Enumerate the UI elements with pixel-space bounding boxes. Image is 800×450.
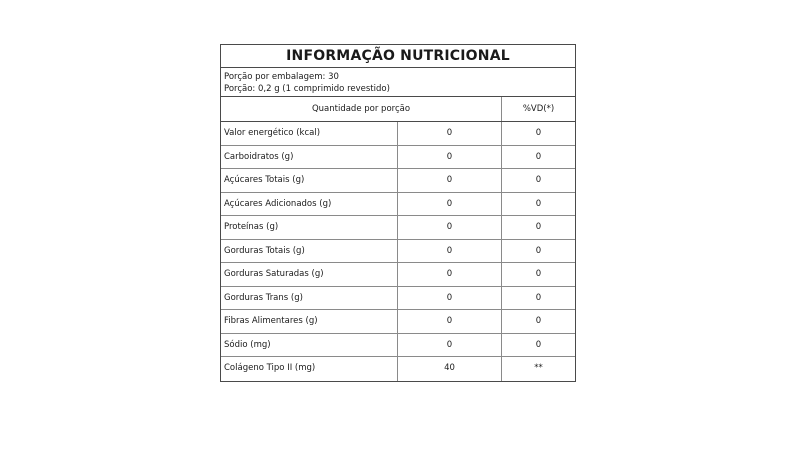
- nutrient-daily-value: 0: [535, 198, 542, 209]
- serving-info: [221, 68, 575, 97]
- nutrient-name: Gorduras Trans (g): [221, 287, 398, 310]
- nutrient-quantity: 0: [398, 334, 502, 357]
- table-row: [221, 146, 575, 170]
- table-row: [221, 310, 575, 334]
- nutrient-daily-value: 0: [535, 316, 542, 326]
- nutrient-quantity: 0: [398, 216, 502, 239]
- header-quantity: Quantidade por porção: [221, 97, 502, 121]
- nutrient-daily-value: 0: [535, 175, 542, 185]
- nutrient-name: Carboidratos (g): [221, 146, 398, 169]
- nutrient-quantity: 0: [398, 287, 502, 310]
- nutrient-name: Açúcares Totais (g): [221, 169, 398, 192]
- nutrient-quantity: 0: [398, 169, 502, 192]
- table-row: [221, 216, 575, 240]
- nutrient-quantity: 0: [398, 146, 502, 169]
- nutrient-quantity: 40: [398, 357, 502, 381]
- nutrient-name: Sódio (mg): [221, 334, 398, 357]
- nutrient-daily-value: 0: [535, 339, 542, 350]
- nutrient-name: Valor energético (kcal): [221, 122, 398, 145]
- table-row: [221, 287, 575, 311]
- nutrient-quantity: 0: [398, 263, 502, 286]
- nutrient-name: Fibras Alimentares (g): [221, 310, 398, 333]
- serving-per-package: Porção por embalagem: 30: [224, 72, 339, 82]
- table-row: [221, 334, 575, 358]
- nutrient-quantity: 0: [398, 240, 502, 263]
- nutrient-name: Colágeno Tipo II (mg): [221, 357, 398, 381]
- nutrient-daily-value: 0: [535, 151, 542, 162]
- nutrient-name: Proteínas (g): [221, 216, 398, 239]
- table-row: [221, 240, 575, 264]
- nutrient-name: Açúcares Adicionados (g): [221, 193, 398, 216]
- table-row: [221, 263, 575, 287]
- nutrient-daily-value: **: [534, 363, 543, 373]
- nutrient-name: Gorduras Totais (g): [221, 240, 398, 263]
- header-daily-value: %VD(*): [522, 104, 555, 114]
- nutrient-quantity: 0: [398, 122, 502, 145]
- nutrient-daily-value: 0: [535, 269, 542, 279]
- nutrient-daily-value: 0: [535, 245, 542, 256]
- table-row: [221, 357, 575, 381]
- nutrient-daily-value: 0: [535, 292, 542, 303]
- nutrient-daily-value: 0: [535, 222, 542, 232]
- nutrition-title: INFORMAÇÃO NUTRICIONAL: [221, 45, 575, 68]
- nutrient-name: Gorduras Saturadas (g): [221, 263, 398, 286]
- table-row: [221, 169, 575, 193]
- nutrient-quantity: 0: [398, 193, 502, 216]
- serving-size: Porção: 0,2 g (1 comprimido revestido): [224, 84, 390, 94]
- nutrition-facts-table: [220, 44, 576, 382]
- nutrient-daily-value: 0: [535, 128, 542, 138]
- table-header: [221, 97, 575, 122]
- table-row: [221, 193, 575, 217]
- table-row: [221, 122, 575, 146]
- nutrient-quantity: 0: [398, 310, 502, 333]
